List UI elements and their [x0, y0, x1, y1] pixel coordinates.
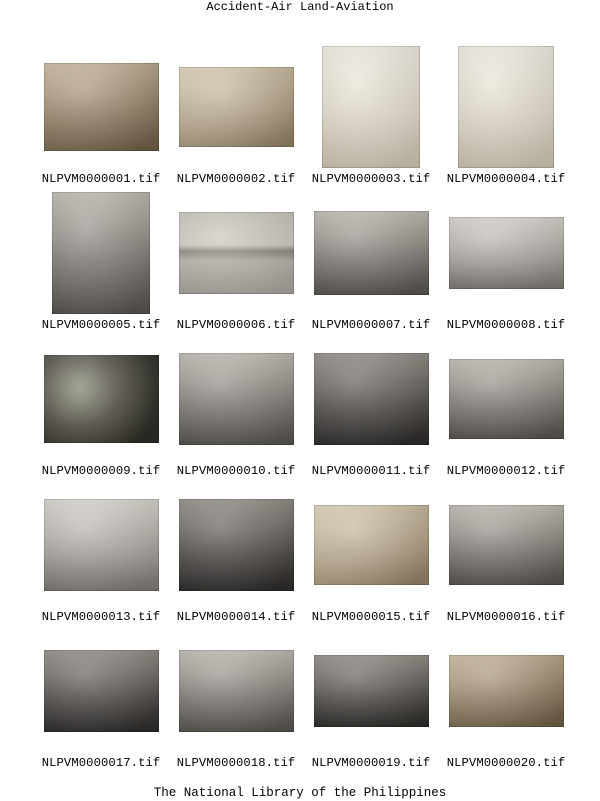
thumbnail-image[interactable] [314, 655, 429, 727]
thumbnail-filename: NLPVM0000020.tif [446, 756, 566, 770]
thumbnail-filename: NLPVM0000005.tif [41, 318, 161, 332]
thumbnail-image[interactable] [449, 655, 564, 727]
thumbnail-item[interactable] [33, 191, 169, 336]
thumbnail-image[interactable] [179, 650, 294, 732]
thumbnail-filename: NLPVM0000008.tif [446, 318, 566, 332]
thumbnail-filename: NLPVM0000002.tif [176, 172, 296, 186]
thumbnail-image[interactable] [179, 67, 294, 147]
thumbnail-item[interactable] [303, 483, 439, 628]
thumbnail-filename: NLPVM0000009.tif [41, 464, 161, 478]
page-title: Accident-Air Land-Aviation [206, 0, 394, 14]
thumbnail-image[interactable] [449, 505, 564, 585]
thumbnail-image[interactable] [44, 499, 159, 591]
thumbnail-image[interactable] [314, 353, 429, 445]
thumbnail-item[interactable] [303, 45, 439, 190]
thumbnail-filename: NLPVM0000010.tif [176, 464, 296, 478]
thumbnail-image[interactable] [449, 359, 564, 439]
thumbnail-item[interactable] [168, 45, 304, 190]
thumbnail-item[interactable] [33, 629, 169, 774]
thumbnail-filename: NLPVM0000013.tif [41, 610, 161, 624]
thumbnail-image[interactable] [314, 211, 429, 295]
thumbnail-image[interactable] [449, 217, 564, 289]
thumbnail-item[interactable] [303, 629, 439, 774]
thumbnail-image[interactable] [44, 63, 159, 151]
thumbnail-item[interactable] [438, 337, 574, 482]
thumbnail-image[interactable] [44, 650, 159, 732]
thumbnail-item[interactable] [168, 629, 304, 774]
thumbnail-filename: NLPVM0000006.tif [176, 318, 296, 332]
thumbnail-image[interactable] [179, 353, 294, 445]
thumbnail-image[interactable] [52, 192, 150, 314]
thumbnail-filename: NLPVM0000003.tif [311, 172, 431, 186]
page-footer: The National Library of the Philippines [153, 786, 447, 800]
thumbnail-filename: NLPVM0000001.tif [41, 172, 161, 186]
thumbnail-image[interactable] [44, 355, 159, 443]
thumbnail-item[interactable] [33, 337, 169, 482]
thumbnail-image[interactable] [322, 46, 420, 168]
thumbnail-filename: NLPVM0000019.tif [311, 756, 431, 770]
thumbnail-item[interactable] [168, 337, 304, 482]
thumbnail-item[interactable] [168, 483, 304, 628]
thumbnail-filename: NLPVM0000014.tif [176, 610, 296, 624]
thumbnail-filename: NLPVM0000015.tif [311, 610, 431, 624]
thumbnail-item[interactable] [438, 483, 574, 628]
thumbnail-item[interactable] [303, 337, 439, 482]
thumbnail-item[interactable] [438, 45, 574, 190]
thumbnail-image[interactable] [179, 499, 294, 591]
thumbnail-item[interactable] [33, 483, 169, 628]
thumbnail-filename: NLPVM0000011.tif [311, 464, 431, 478]
thumbnail-item[interactable] [168, 191, 304, 336]
thumbnail-item[interactable] [303, 191, 439, 336]
thumbnail-image[interactable] [179, 212, 294, 294]
thumbnail-item[interactable] [438, 191, 574, 336]
thumbnail-filename: NLPVM0000016.tif [446, 610, 566, 624]
thumbnail-filename: NLPVM0000004.tif [446, 172, 566, 186]
thumbnail-item[interactable] [438, 629, 574, 774]
thumbnail-filename: NLPVM0000007.tif [311, 318, 431, 332]
thumbnail-filename: NLPVM0000012.tif [446, 464, 566, 478]
thumbnail-image[interactable] [458, 46, 554, 168]
thumbnail-filename: NLPVM0000018.tif [176, 756, 296, 770]
thumbnail-image[interactable] [314, 505, 429, 585]
thumbnail-item[interactable] [33, 45, 169, 190]
thumbnail-filename: NLPVM0000017.tif [41, 756, 161, 770]
